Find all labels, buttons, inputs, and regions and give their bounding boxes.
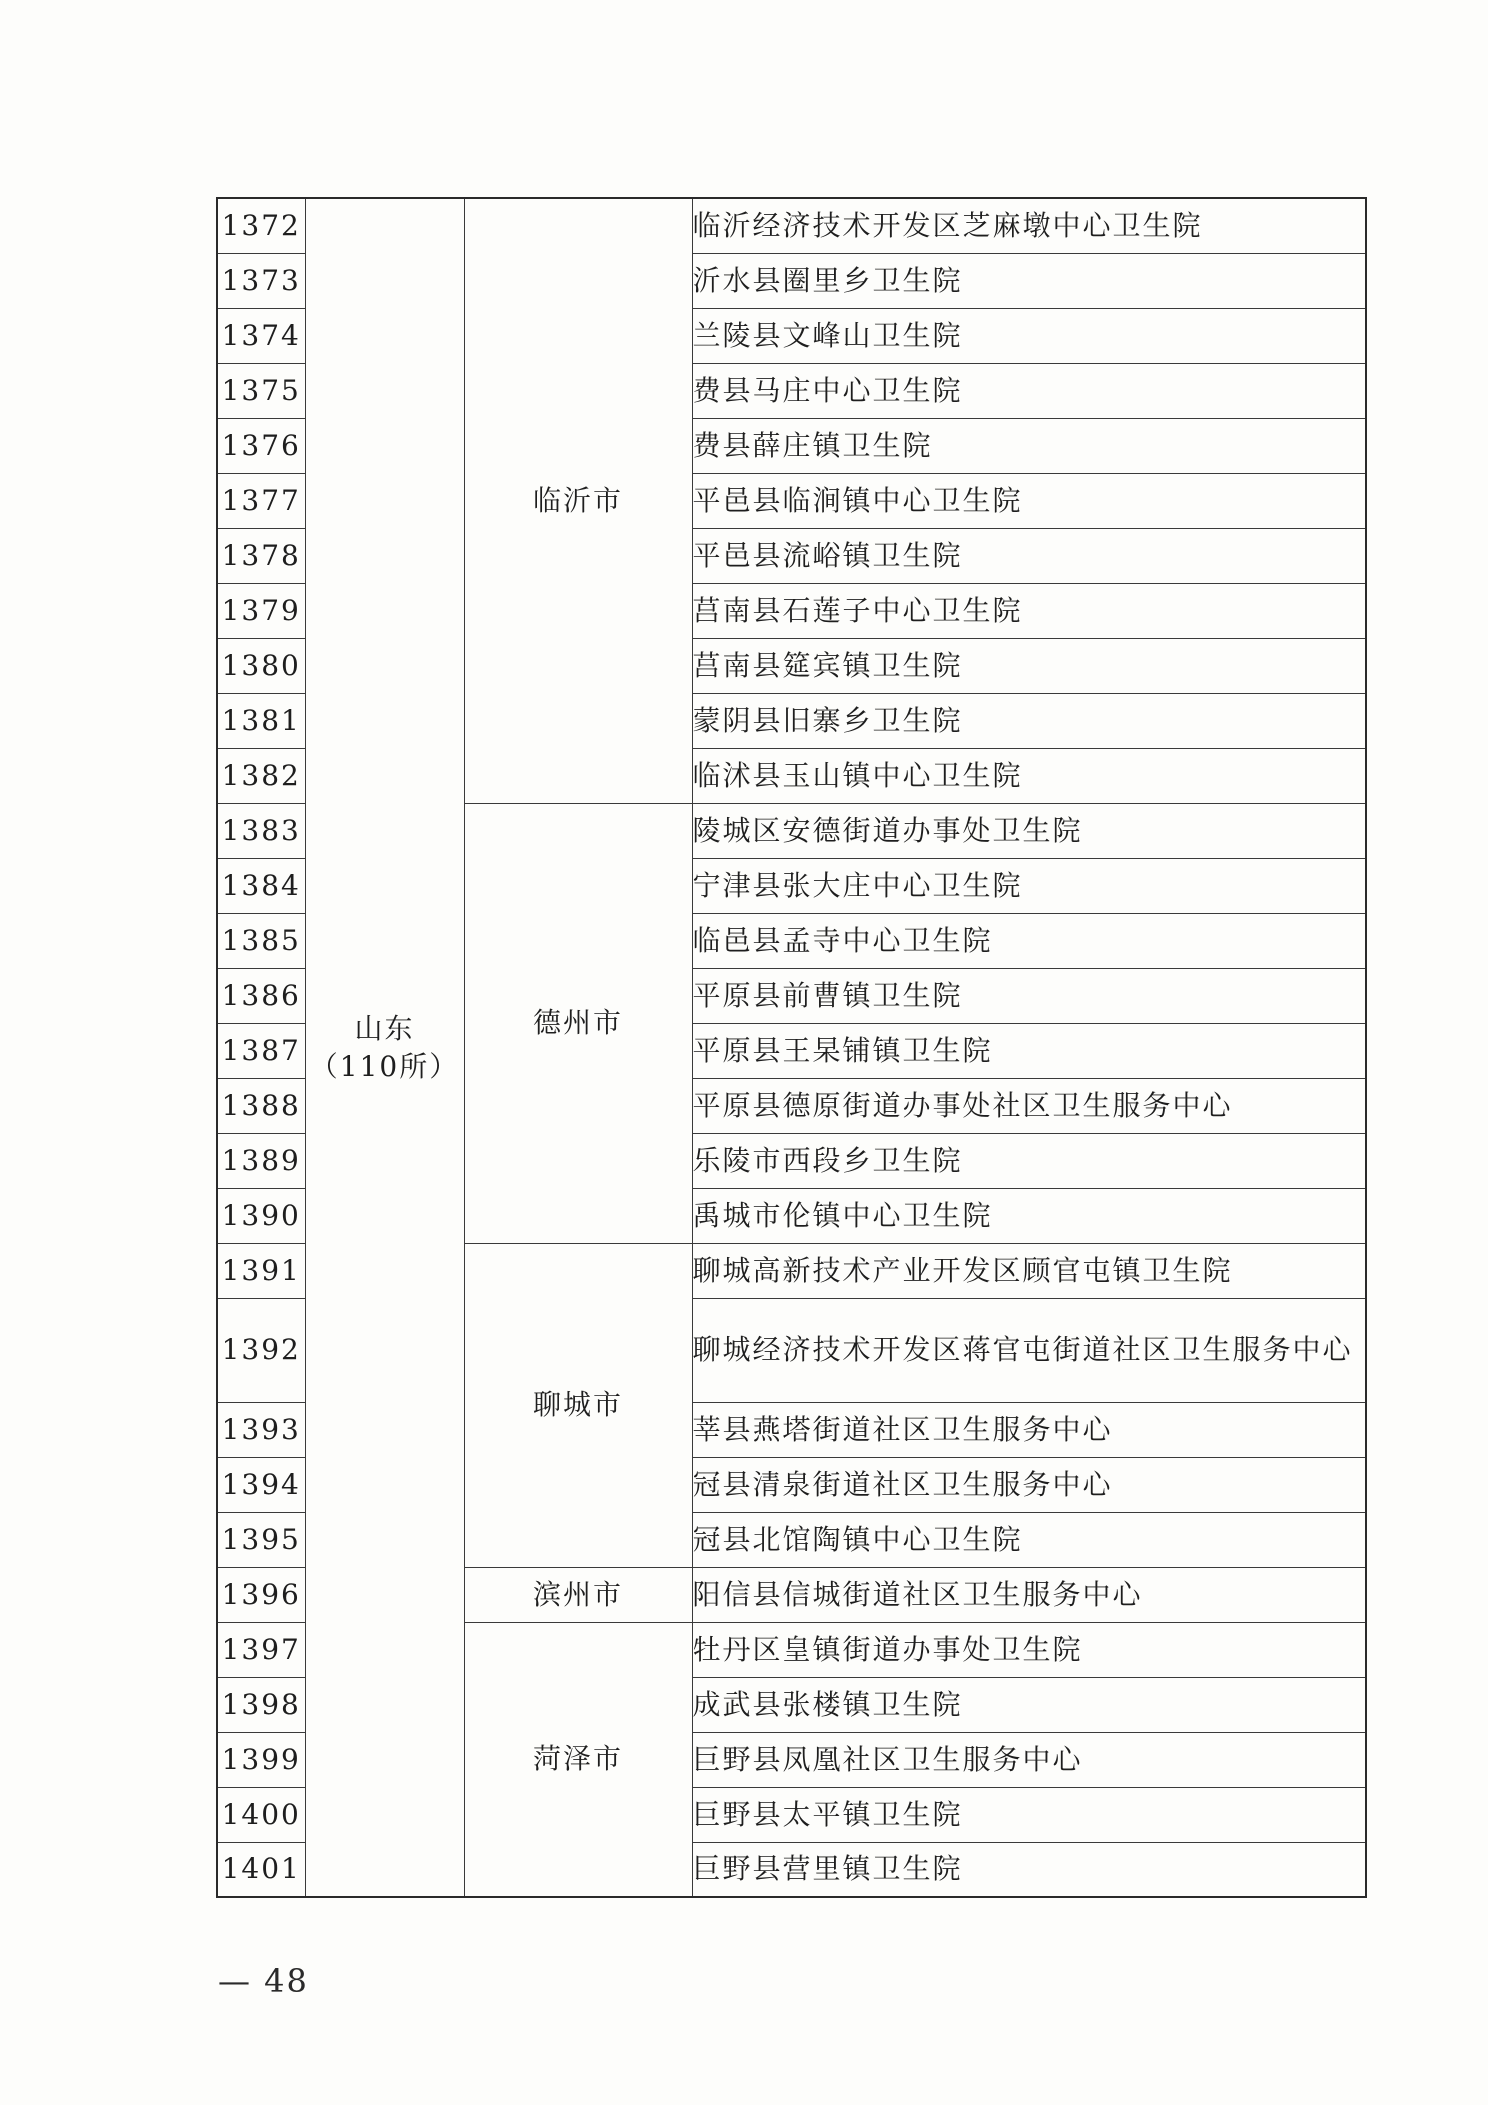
- institution-name: 巨野县太平镇卫生院: [692, 1787, 1366, 1842]
- institution-name: 陵城区安德街道办事处卫生院: [692, 803, 1366, 858]
- institution-name: 莘县燕塔街道社区卫生服务中心: [692, 1402, 1366, 1457]
- institution-name: 乐陵市西段乡卫生院: [692, 1133, 1366, 1188]
- row-number: 1385: [217, 913, 305, 968]
- city-cell: 滨州市: [464, 1567, 692, 1622]
- row-number: 1394: [217, 1457, 305, 1512]
- row-number: 1375: [217, 363, 305, 418]
- province-count: （110所）: [309, 1049, 460, 1083]
- row-number: 1383: [217, 803, 305, 858]
- row-number: 1398: [217, 1677, 305, 1732]
- table-row: [217, 198, 1366, 253]
- institution-table-body: [217, 198, 1366, 1897]
- row-number: 1392: [217, 1298, 305, 1402]
- row-number: 1399: [217, 1732, 305, 1787]
- city-cell: 德州市: [464, 803, 692, 1243]
- institution-table: [216, 197, 1367, 1898]
- institution-name: 临沭县玉山镇中心卫生院: [692, 748, 1366, 803]
- row-number: 1386: [217, 968, 305, 1023]
- institution-name: 阳信县信城街道社区卫生服务中心: [692, 1567, 1366, 1622]
- institution-name: 临邑县孟寺中心卫生院: [692, 913, 1366, 968]
- row-number: 1372: [217, 198, 305, 253]
- institution-name: 临沂经济技术开发区芝麻墩中心卫生院: [692, 198, 1366, 253]
- institution-name: 冠县清泉街道社区卫生服务中心: [692, 1457, 1366, 1512]
- row-number: 1379: [217, 583, 305, 638]
- institution-name: 平原县王杲铺镇卫生院: [692, 1023, 1366, 1078]
- institution-name: 蒙阴县旧寨乡卫生院: [692, 693, 1366, 748]
- row-number: 1400: [217, 1787, 305, 1842]
- institution-name: 宁津县张大庄中心卫生院: [692, 858, 1366, 913]
- row-number: 1401: [217, 1842, 305, 1897]
- page-number: — 48: [218, 1962, 309, 2000]
- row-number: 1373: [217, 253, 305, 308]
- institution-name: 巨野县凤凰社区卫生服务中心: [692, 1732, 1366, 1787]
- institution-name: 聊城经济技术开发区蒋官屯街道社区卫生服务中心: [692, 1298, 1366, 1402]
- row-number: 1397: [217, 1622, 305, 1677]
- row-number: 1391: [217, 1243, 305, 1298]
- row-number: 1380: [217, 638, 305, 693]
- row-number: 1374: [217, 308, 305, 363]
- institution-name: 莒南县筵宾镇卫生院: [692, 638, 1366, 693]
- institution-name: 牡丹区皇镇街道办事处卫生院: [692, 1622, 1366, 1677]
- institution-name: 平邑县流峪镇卫生院: [692, 528, 1366, 583]
- row-number: 1378: [217, 528, 305, 583]
- institution-name: 沂水县圈里乡卫生院: [692, 253, 1366, 308]
- institution-name: 平邑县临涧镇中心卫生院: [692, 473, 1366, 528]
- institution-name: 平原县德原街道办事处社区卫生服务中心: [692, 1078, 1366, 1133]
- row-number: 1393: [217, 1402, 305, 1457]
- city-cell: 临沂市: [464, 198, 692, 803]
- province-name: 山东: [354, 1011, 415, 1045]
- institution-name: 莒南县石莲子中心卫生院: [692, 583, 1366, 638]
- institution-name: 兰陵县文峰山卫生院: [692, 308, 1366, 363]
- row-number: 1376: [217, 418, 305, 473]
- city-cell: 聊城市: [464, 1243, 692, 1567]
- row-number: 1384: [217, 858, 305, 913]
- institution-name: 成武县张楼镇卫生院: [692, 1677, 1366, 1732]
- institution-name: 禹城市伦镇中心卫生院: [692, 1188, 1366, 1243]
- row-number: 1377: [217, 473, 305, 528]
- row-number: 1389: [217, 1133, 305, 1188]
- city-cell: 菏泽市: [464, 1622, 692, 1897]
- institution-name: 冠县北馆陶镇中心卫生院: [692, 1512, 1366, 1567]
- row-number: 1390: [217, 1188, 305, 1243]
- institution-name: 聊城高新技术产业开发区顾官屯镇卫生院: [692, 1243, 1366, 1298]
- institution-name: 巨野县营里镇卫生院: [692, 1842, 1366, 1897]
- row-number: 1396: [217, 1567, 305, 1622]
- institution-name: 费县马庄中心卫生院: [692, 363, 1366, 418]
- row-number: 1395: [217, 1512, 305, 1567]
- row-number: 1387: [217, 1023, 305, 1078]
- row-number: 1388: [217, 1078, 305, 1133]
- institution-name: 费县薛庄镇卫生院: [692, 418, 1366, 473]
- row-number: 1381: [217, 693, 305, 748]
- institution-name: 平原县前曹镇卫生院: [692, 968, 1366, 1023]
- province-cell: [305, 198, 464, 1897]
- row-number: 1382: [217, 748, 305, 803]
